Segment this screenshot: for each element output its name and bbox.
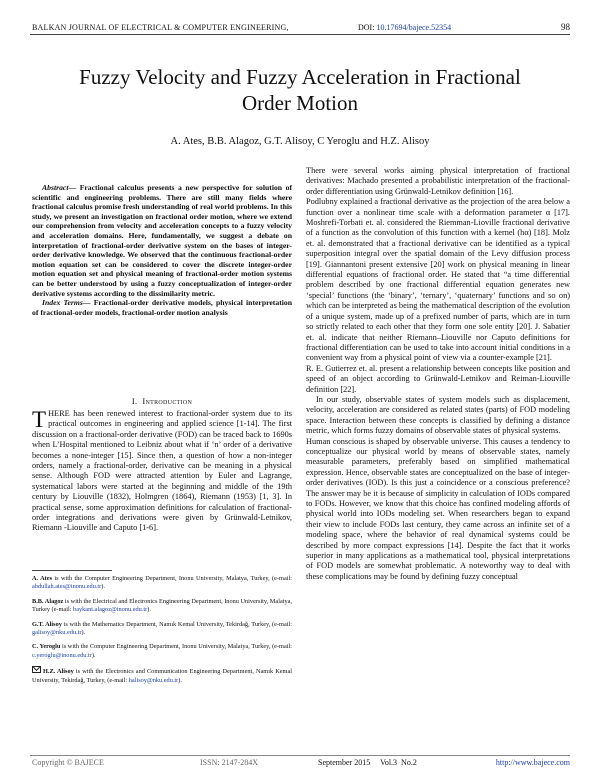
index-terms-label: Index Terms: [42, 298, 83, 308]
paragraph: Human conscious is shaped by observable universe. This causes a tendency to conceptualize our physical world by means of observable states, namely measurable parameters, preferably based on simplified mathematical expression. Hence, observable states are conceptualized on the base of integer-order derivatives (IOD). Is this just a coincidence or a conscious preference? The answer may be it is because of simplicity in calculation of IODs compared to FODs. However, we know that this choice has confined modeling affords of physical world into IODs modeling set. When researchers began to expand their view to include FODs last century, they came across an infinite set of a modeling space, where the behavior of real dynamical systems could be described by more compact expressions [14]. Despite the fact that it works superior in many applications as a mathematical tool, physical interpretations of FOD models are somewhat problematic. A noteworthy way to deal with these complications may be found by defining fuzzy conceptual: [306, 436, 570, 581]
intro-lead: HERE: [48, 409, 70, 418]
header-divider: [30, 34, 570, 35]
journal-url-link[interactable]: http://www.bajece.com: [495, 758, 570, 767]
footnote-author: A. Ates: [32, 575, 53, 582]
footnote-author: G.T. Alisoy: [32, 620, 62, 628]
paragraph: There were several works aiming physical interpretation of fractional derivatives: Machado presented a probabilistic interpretation of the fractional-order differentiation using Grünwald-Letnikov definition [16].: [306, 166, 570, 196]
abstract-label: Abstract: [42, 183, 69, 192]
right-column-text: [306, 166, 570, 582]
journal-name: BALKAN JOURNAL OF ELECTRICAL & COMPUTER ENGINEERING,: [32, 23, 289, 32]
email-link[interactable]: galisoy@nku.edu.tr: [32, 629, 82, 637]
footnote: G.T. Alisoy is with the Mathematics Department, Namık Kemal University, Tekirdağ, Turkey, (e-mail: galisoy@nku.edu.tr).: [32, 620, 292, 637]
email-link[interactable]: abdullah.ates@inonu.edu.tr: [32, 583, 102, 591]
abstract: Abstract— Fractional calculus presents a new perspective for solution of scientific and engineering problems. There are still many fields where fractional calculus promise fresh understanding of real world problems. In this study, we present an investigation on fractional order motion, where we extend our comprehension from velocity and acceleration concepts to a fuzzy velocity and acceleration domains. Here, fundamentally, we suggest a debate on interpretation of fractional-order derivative system on the bases of integer-order derivative knowledge. We observed that the continuous fractional-order motion equation set can be considered to cover the discrete integer-order motion equation set and physical meaning of fractional-order motion systems can be better understood by using a fuzzy conceptualization of integer-order derivative systems according to the dissimilarity metric. Index Terms— Fractional-order derivative models, physical interpretation of fractional-order models, fractional-order motion analysis: [32, 183, 293, 317]
footer-issue: September 2015 Vol.3 No.2: [318, 758, 417, 767]
section-number: I.: [131, 396, 138, 406]
introduction-paragraph: [32, 409, 292, 534]
page-number: 98: [561, 22, 570, 32]
paragraph: R. E. Gutierrez et. al. present a relationship between concepts like position and speed of an object according to Grünwald-Letnikov and Reiman-Liouville definition [22].: [306, 363, 570, 394]
envelope-icon: [32, 666, 41, 673]
doi-label: DOI:: [358, 23, 377, 32]
footer-issn: ISSN: 2147-284X: [200, 758, 259, 767]
doi: [358, 23, 451, 32]
drop-cap: T: [32, 407, 47, 432]
author-footnotes: [32, 575, 292, 691]
author-list: A. Ates, B.B. Alagoz, G.T. Alisoy, C Yeroglu and H.Z. Alisoy: [170, 136, 430, 147]
footer-divider: [30, 755, 570, 756]
abstract-text: Fractional calculus presents a new perspective for solution of scientific and engineering problems. There are still many fields where fractional calculus promise fresh understanding of real world problems. In this study, we present an investigation on fractional order motion, where we extend our comprehension from velocity and acceleration concepts to a fuzzy velocity and acceleration domains. Here, fundamentally, we suggest a debate on interpretation of fractional-order derivative system on the bases of integer-order derivative knowledge. We observed that the continuous fractional-order motion equation set can be considered to cover the discrete integer-order motion equation set and physical meaning of fractional-order motion systems can be better understood by using a fuzzy conceptualization of integer-order derivative systems according to the dissimilarity metric.: [32, 183, 292, 298]
footer-copyright: Copyright © BAJECE: [32, 758, 104, 767]
footnote: C. Yeroglu is with the Computer Engineering Department, Inonu University, Malatya, Turkey, (e-mail: c.yeroglu@inonu.edu.tr).: [32, 643, 292, 659]
footnote-divider: [32, 570, 112, 571]
email-link[interactable]: baykant.alagoz@inonu.edu.tr: [73, 606, 148, 614]
footnote: H.Z. Alisoy is with the Electronics and Communication Engineering Department, Namık Kemal University, Tekirdağ, Turkey, (e-mail: halisoy@nku.edu.tr).: [32, 668, 292, 684]
paragraph: In our study, observable states of system models such as displacement, velocity, acceleration are considered as related states (parts) of FOD modeling space. Interaction between these concepts is classified by defining a distance metric, which forms fuzzy domains of observable states of physical systems.: [306, 394, 570, 436]
footnote: B.B. Alagoz is with the Electrical and Electronics Engineering Department, Inonu University, Malatya, Turkey (e-mail: baykant.alagoz@inonu.edu.tr).: [32, 597, 293, 614]
footnote-author: H.Z. Alisoy: [43, 668, 74, 676]
intro-text: has been renewed interest to fractional-order system due to its practical outcomes in engineering and applied science [1-14]. The first discussion on a fractional-order derivative (FOD) can be traced back to 1690s when L’Hospital mentioned to Leibniz about what if ‘n’ order of a derivative becomes a none-integer [15]. Since then, a question of how a non-integer orders, namely a fractional-order, derivative can be meaning in a physical sense. Although FOD were attracted attention by Euler and Lagrange, systematical labors were started at the beginning and middle of the 19th century by Liouville (1832), Holmgren (1864), Riemann (1953) [1, 3]. In practical sense, some approximation definitions for calculation of fractional-order integrations and derivations were given by Grünwald-Letnikov, Riemann -Liouville and Caputo [1-6].: [32, 409, 292, 533]
email-link[interactable]: c.yeroglu@inonu.edu.tr: [32, 651, 92, 659]
section-heading: [32, 396, 292, 406]
index-terms-text: Fractional-order derivative models, physical interpretation of fractional-order models, fractional-order motion analysis: [32, 298, 293, 317]
paper-title: Fuzzy Velocity and Fuzzy Acceleration in Fractional Order Motion: [79, 65, 521, 115]
paragraph: Podlubny explained a fractional derivative as the projection of the area below a function over a nonlinear time scale with a deformation parameter α [17]. Moshrefi-Torbati et. al. considered the Riemman-Lioville fractional derivative of a function as the convolution of this function with a kernel (hα) [18]. Molz et. al. demonstrated that a fractional derivative can be identified as a typical superposition integral over the spatial domain of the Levy diffusion process [19]. Giannantoni present extensive [20] work on physical meaning in linear differential equations of fractional order. He stated that “a time differential problem described by one fractional differential equation generates new ‘special’ functions (the ‘binary’, ‘ternary’, ‘quaternary’ functions and so on) which can be interpreted as being the mathematical description of the evolution of a unique system, made up of a prefixed number of parts, which are in turn so strictly related to each other that they form one sole entity [20]. J. Sabatier et. al. indicate that neither Riemann–Liouville nor Caputo definitions for fractional differentiation can be used to take into account initial conditions in a convenient way from a physical point of view via a counter-example [21].: [306, 197, 570, 363]
footnote: A. Ates is with the Computer Engineering Department, Inonu University, Malatya, Turkey, (e-mail: abdullah.ates@inonu.edu.tr).: [32, 575, 292, 591]
footer-url: [496, 758, 570, 767]
footnote-author: B.B. Alagoz: [32, 597, 64, 605]
doi-link[interactable]: 10.17694/bajece.52354: [376, 23, 452, 32]
section-title: Introduction: [142, 396, 193, 406]
footnote-author: C. Yeroglu: [32, 643, 61, 651]
email-link[interactable]: halisoy@nku.edu.tr: [128, 676, 179, 684]
